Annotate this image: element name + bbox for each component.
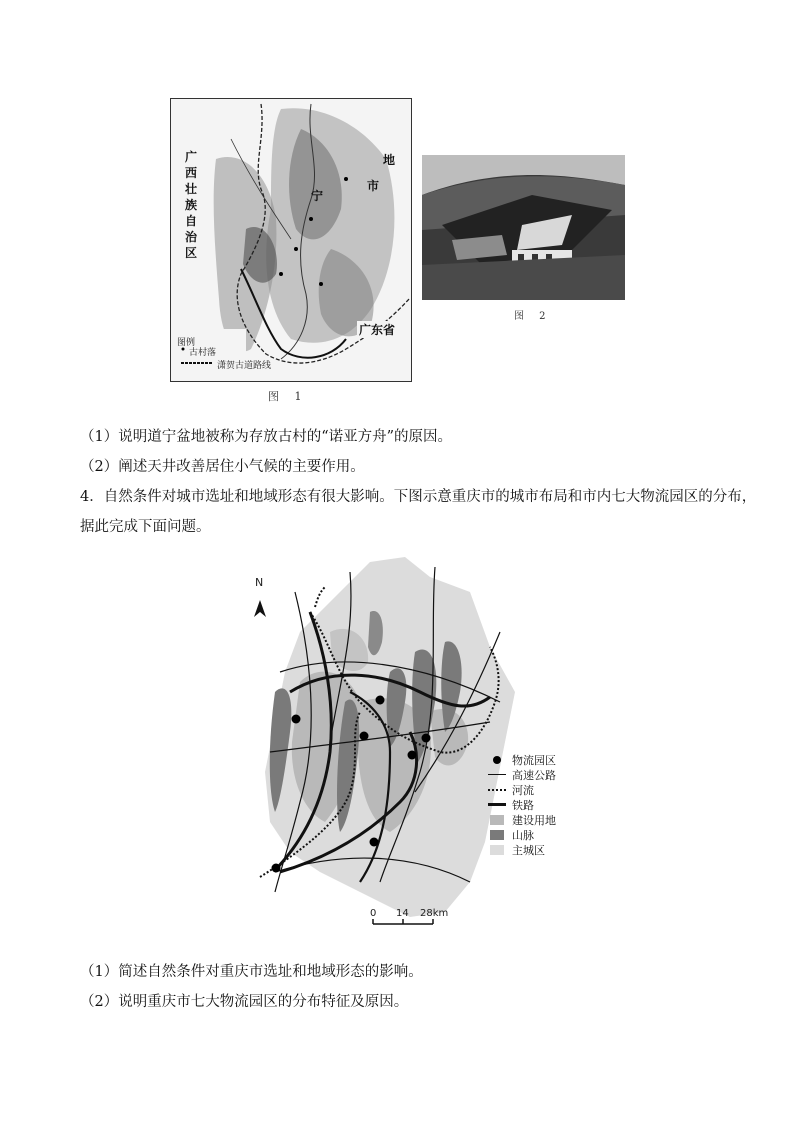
- question-3-1: （1）说明道宁盆地被称为存放古村的“诺亚方舟”的原因。: [80, 429, 453, 445]
- question-3-2: （2）阐述天井改善居住小气候的主要作用。: [80, 459, 365, 475]
- thin-line-icon: [486, 770, 508, 780]
- legend-label: 高速公路: [512, 768, 556, 782]
- question-4-intro-line2: 据此完成下面问题。: [80, 519, 211, 535]
- scale-0: 0: [370, 908, 377, 919]
- legend-item-construction-land: [486, 812, 576, 827]
- figure-1-map: [170, 98, 412, 382]
- legend-item-logistics-park: [486, 752, 576, 767]
- figure-2-photo: [422, 155, 625, 300]
- north-label: N: [255, 576, 264, 589]
- legend-item-expressway: [486, 767, 576, 782]
- guangdong-label: 广东省: [359, 323, 396, 337]
- thick-line-icon: [486, 800, 508, 810]
- box-icon: [486, 845, 508, 855]
- scale-28km: 28km: [420, 908, 449, 919]
- legend-label: 主城区: [512, 843, 545, 857]
- figure-2-caption: 图 2: [514, 311, 552, 322]
- map-legend-village: 古村落: [189, 348, 217, 358]
- dotted-line-icon: [486, 785, 508, 795]
- box-icon: [486, 815, 508, 825]
- question-4-1: （1）简述自然条件对重庆市选址和地域形态的影响。: [80, 964, 423, 980]
- legend-item-river: [486, 782, 576, 797]
- chongqing-map-legend: [486, 752, 576, 857]
- legend-label: 河流: [512, 783, 534, 797]
- map-legend-route: 潇贺古道路线: [217, 361, 272, 371]
- scale-14: 14: [396, 908, 409, 919]
- legend-label: 建设用地: [512, 813, 556, 827]
- guangxi-char: 自: [185, 214, 198, 228]
- dot-icon: [486, 755, 508, 765]
- question-4-intro-line1: 4．自然条件对城市选址和地域形态有很大影响。下图示意重庆市的城市布局和市内七大物流园区的分布，: [80, 489, 757, 505]
- chongqing-map: [240, 552, 560, 937]
- box-icon: [486, 830, 508, 840]
- guangxi-label: [185, 149, 199, 261]
- courtyard-photo-graphic: [422, 155, 625, 300]
- guangxi-char: 广: [185, 150, 198, 164]
- figure-1-map-graphic: [171, 99, 411, 381]
- guangxi-char: 族: [185, 198, 198, 212]
- legend-label: 物流园区: [512, 753, 556, 767]
- figure-1-caption: 图 1: [268, 390, 308, 403]
- hunan-label-di: 地: [383, 153, 396, 167]
- legend-item-mountain: [486, 827, 576, 842]
- chongqing-map-graphic: [240, 552, 560, 937]
- map-legend-title: 图例: [177, 338, 196, 348]
- legend-label: 铁路: [512, 798, 534, 812]
- guangxi-char: 壮: [185, 182, 198, 196]
- guangxi-char: 区: [185, 246, 198, 260]
- guangxi-char: 治: [185, 230, 198, 244]
- ning-label: 宁: [311, 189, 324, 203]
- question-4-2: （2）说明重庆市七大物流园区的分布特征及原因。: [80, 994, 409, 1010]
- hunan-label-shi: 市: [367, 179, 380, 193]
- legend-item-main-urban: [486, 842, 576, 857]
- legend-label: 山脉: [512, 828, 534, 842]
- guangxi-char: 西: [185, 166, 198, 180]
- legend-item-railway: [486, 797, 576, 812]
